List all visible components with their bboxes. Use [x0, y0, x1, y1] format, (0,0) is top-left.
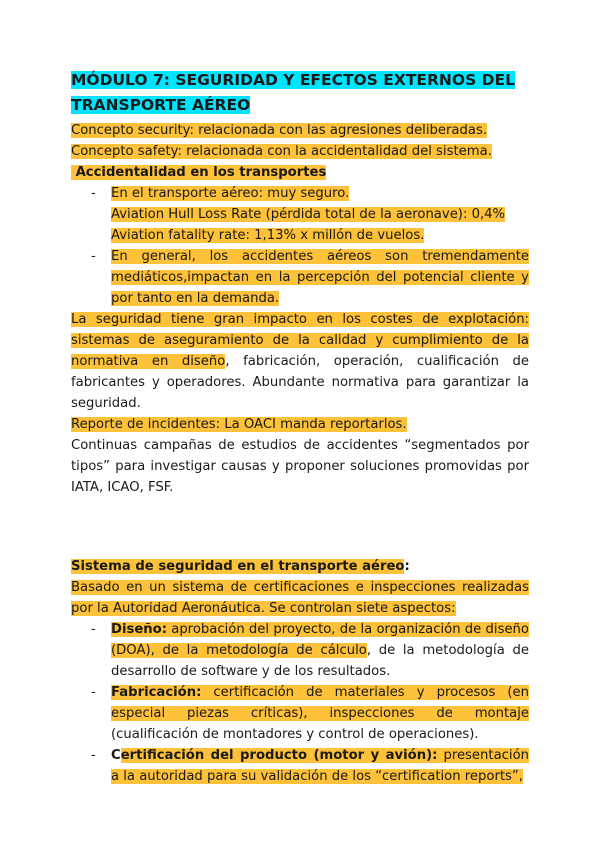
safety-costs-paragraph: La seguridad tiene gran impacto en los costes de explotación: sistemas de aseguramiento de la calidad y cumplimiento de la normativa en diseño, fabricación, operación, cualificación de fabricantes y operadores. Abundante normativa para garantizar la seguridad.: [71, 312, 529, 411]
safety-concept: Concepto safety: relacionada con la accidentalidad del sistema.: [71, 144, 492, 159]
accidentalidad-list: [71, 183, 529, 309]
accidentalidad-heading: Accidentalidad en los transportes: [71, 165, 326, 180]
safety-system-heading: Sistema de seguridad en el transporte aéreo:: [71, 559, 410, 574]
incident-report: Reporte de incidentes: La OACI manda reportarlos.: [71, 417, 407, 432]
aspects-list: [71, 619, 529, 787]
list-item: [111, 183, 529, 246]
list-item: - Fabricación: certificación de materiales y procesos (en especial piezas críticas), inspecciones de montaje (cualificación de montadores y control de operaciones).: [111, 682, 529, 745]
list-item: - Certificación del producto (motor y avión): presentación a la autoridad para su validación de los “certification reports”,: [111, 745, 529, 787]
fatality-rate: Aviation fatality rate: 1,13% x millón de vuelos.: [111, 228, 425, 243]
document-content: [71, 68, 529, 787]
campaigns-paragraph: Continuas campañas de estudios de accidentes “segmentados por tipos” para investigar causas y proponer soluciones promovidas por IATA, ICAO, FSF.: [71, 438, 529, 495]
hull-loss-rate: Aviation Hull Loss Rate (pérdida total de la aeronave): 0,4%: [111, 207, 506, 222]
safety-system-intro: Basado en un sistema de certificaciones e inspecciones realizadas por la Autoridad Aeronáutica. Se controlan siete aspectos:: [71, 580, 529, 616]
module-title-line2: TRANSPORTE AÉREO: [71, 96, 251, 114]
security-concept: Concepto security: relacionada con las agresiones deliberadas.: [71, 123, 488, 138]
module-title-line1: MÓDULO 7: SEGURIDAD Y EFECTOS EXTERNOS DEL: [71, 71, 515, 89]
media-impact: En general, los accidentes aéreos son tremendamente mediáticos,impactan en la percepción del potencial cliente y por tanto en la demanda.: [111, 249, 529, 306]
list-item: - Diseño: aprobación del proyecto, de la organización de diseño (DOA), de la metodología de cálculo, de la metodología de desarrollo de software y de los resultados.: [111, 619, 529, 682]
air-transport-safety: En el transporte aéreo: muy seguro.: [111, 186, 350, 201]
list-item: [111, 246, 529, 309]
module-title: [71, 68, 529, 118]
